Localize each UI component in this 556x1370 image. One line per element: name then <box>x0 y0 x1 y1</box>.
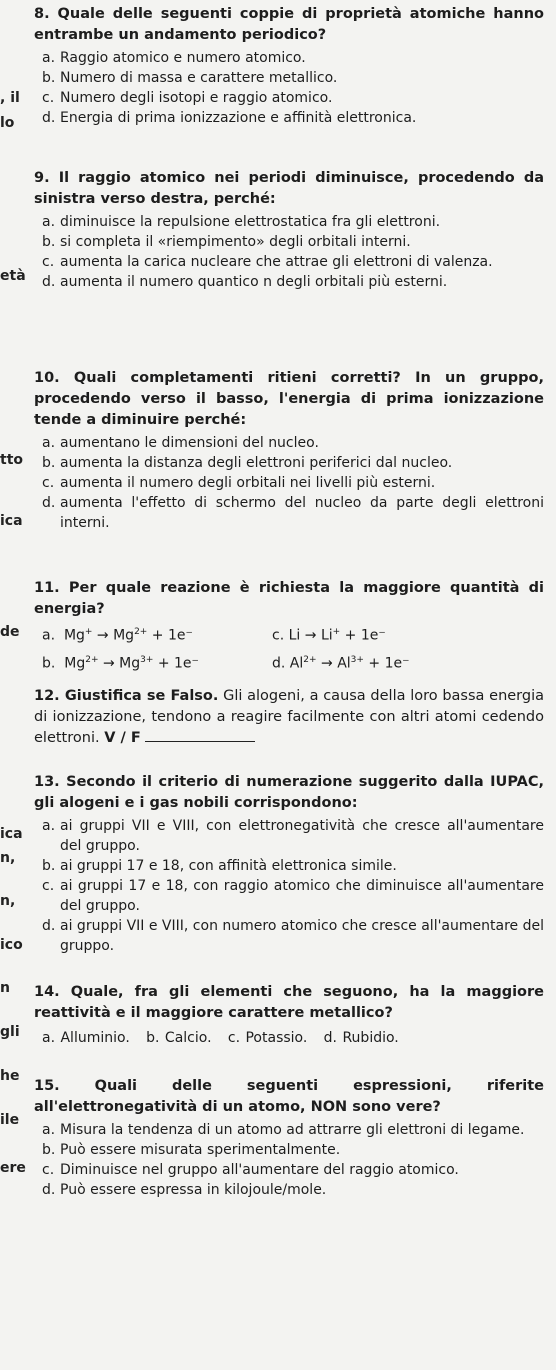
option-c: c. Numero degli isotopi e raggio atomico. <box>42 90 333 106</box>
option-a: a. Alluminio. <box>42 1030 130 1046</box>
margin-fragment: he <box>0 1068 20 1084</box>
margin-fragment: ile <box>0 1112 20 1128</box>
question-title: 11. Per quale reazione è richiesta la maggiore quantità di energia? <box>34 580 544 617</box>
option-a: a. diminuisce la repulsione elettrostatica fra gli elettroni. <box>42 214 441 230</box>
question-14 <box>34 982 544 1048</box>
option-c: c. Diminuisce nel gruppo all'aumentare del raggio atomico. <box>42 1162 459 1178</box>
option-b: b. ai gruppi 17 e 18, con affinità elettronica simile. <box>42 858 397 874</box>
reaction-row <box>42 648 544 676</box>
option-d: d. Rubidio. <box>323 1030 399 1046</box>
question-12 <box>34 686 544 749</box>
question-title: 15. Quali delle seguenti espressioni, riferite all'elettronegatività di un atomo, NON sono vere? <box>34 1078 544 1115</box>
option-a: a. Misura la tendenza di un atomo ad attrarre gli elettroni di legame. <box>42 1122 525 1138</box>
option-d: d. ai gruppi VII e VIII, con numero atomico che cresce all'aumentare del gruppo. <box>42 918 544 954</box>
option-d: d. Energia di prima ionizzazione e affinità elettronica. <box>42 110 417 126</box>
reaction-row <box>42 620 544 648</box>
option-b: b. si completa il «riempimento» degli orbitali interni. <box>42 234 411 250</box>
option-a: a. Raggio atomico e numero atomico. <box>42 50 306 66</box>
question-10 <box>34 368 544 533</box>
question-13 <box>34 772 544 956</box>
question-8 <box>34 4 544 128</box>
answer-blank[interactable] <box>145 729 255 742</box>
option-d: d. aumenta l'effetto di schermo del nucleo da parte degli elettroni interni. <box>42 495 544 531</box>
question-title: 13. Secondo il criterio di numerazione suggerito dalla IUPAC, gli alogeni e i gas nobili corrispondono: <box>34 774 544 811</box>
margin-fragment: tto <box>0 452 24 468</box>
margin-fragment: età <box>0 268 26 284</box>
question-9 <box>34 168 544 292</box>
option-d: d. aumenta il numero quantico n degli orbitali più esterni. <box>42 274 448 290</box>
question-15 <box>34 1076 544 1200</box>
margin-fragment: ico <box>0 937 23 953</box>
option-b: b. Calcio. <box>146 1030 212 1046</box>
option-b: b. aumenta la distanza degli elettroni periferici dal nucleo. <box>42 455 453 471</box>
true-false-label: V / F <box>104 730 141 746</box>
option-c: c. Potassio. <box>227 1030 308 1046</box>
margin-fragment: de <box>0 624 20 640</box>
question-title: 14. Quale, fra gli elementi che seguono, ha la maggiore reattività e il maggiore carattere metallico? <box>34 984 544 1021</box>
option-c: c. ai gruppi 17 e 18, con raggio atomico che diminuisce all'aumentare del gruppo. <box>42 878 544 914</box>
option-a: a. ai gruppi VII e VIII, con elettronegatività che cresce all'aumentare del gruppo. <box>42 818 544 854</box>
option-a: a. aumentano le dimensioni del nucleo. <box>42 435 319 451</box>
margin-fragment: ica <box>0 826 23 842</box>
reaction-d: d. $Al^{2+} \to Al^{3+} + 1e^-$ <box>272 654 410 672</box>
reaction-c: c. Li → Li+ + 1e⁻ <box>272 627 386 644</box>
margin-fragment: n, <box>0 850 16 866</box>
reaction-b: b. $Mg^{2+} \to Mg^{3+} + 1e^-$ <box>42 654 199 672</box>
margin-fragment: n <box>0 980 10 996</box>
question-title: 10. Quali completamenti ritieni corretti? In un gruppo, procedendo verso il basso, l'energia di prima ionizzazione tende a diminuire perché: <box>34 370 544 428</box>
question-text: 12. Giustifica se Falso. Gli alogeni, a causa della loro bassa energia di ionizzazione, tendono a reagire facilmente con altri atomi cedendo elettroni. V / F <box>34 688 545 746</box>
question-title: 9. Il raggio atomico nei periodi diminuisce, procedendo da sinistra verso destra, perché: <box>34 170 544 207</box>
option-d: d. Può essere espressa in kilojoule/mole. <box>42 1182 327 1198</box>
margin-fragment: lo <box>0 115 15 131</box>
question-11 <box>34 578 544 675</box>
margin-fragment: n, <box>0 893 16 909</box>
option-b: b. Numero di massa e carattere metallico. <box>42 70 338 86</box>
option-c: c. aumenta il numero degli orbitali nei livelli più esterni. <box>42 475 436 491</box>
margin-fragment: gli <box>0 1024 20 1040</box>
reaction-a: a. $Mg^+ \to Mg^{2+} + 1e^-$ <box>42 627 193 644</box>
option-b: b. Può essere misurata sperimentalmente. <box>42 1142 341 1158</box>
margin-fragment: ica <box>0 513 23 529</box>
margin-fragment: , il <box>0 90 20 106</box>
margin-fragment: ere <box>0 1160 26 1176</box>
option-c: c. aumenta la carica nucleare che attrae gli elettroni di valenza. <box>42 254 493 270</box>
question-title: 8. Quale delle seguenti coppie di proprietà atomiche hanno entrambe un andamento periodico? <box>34 6 544 43</box>
inline-options <box>42 1028 544 1048</box>
